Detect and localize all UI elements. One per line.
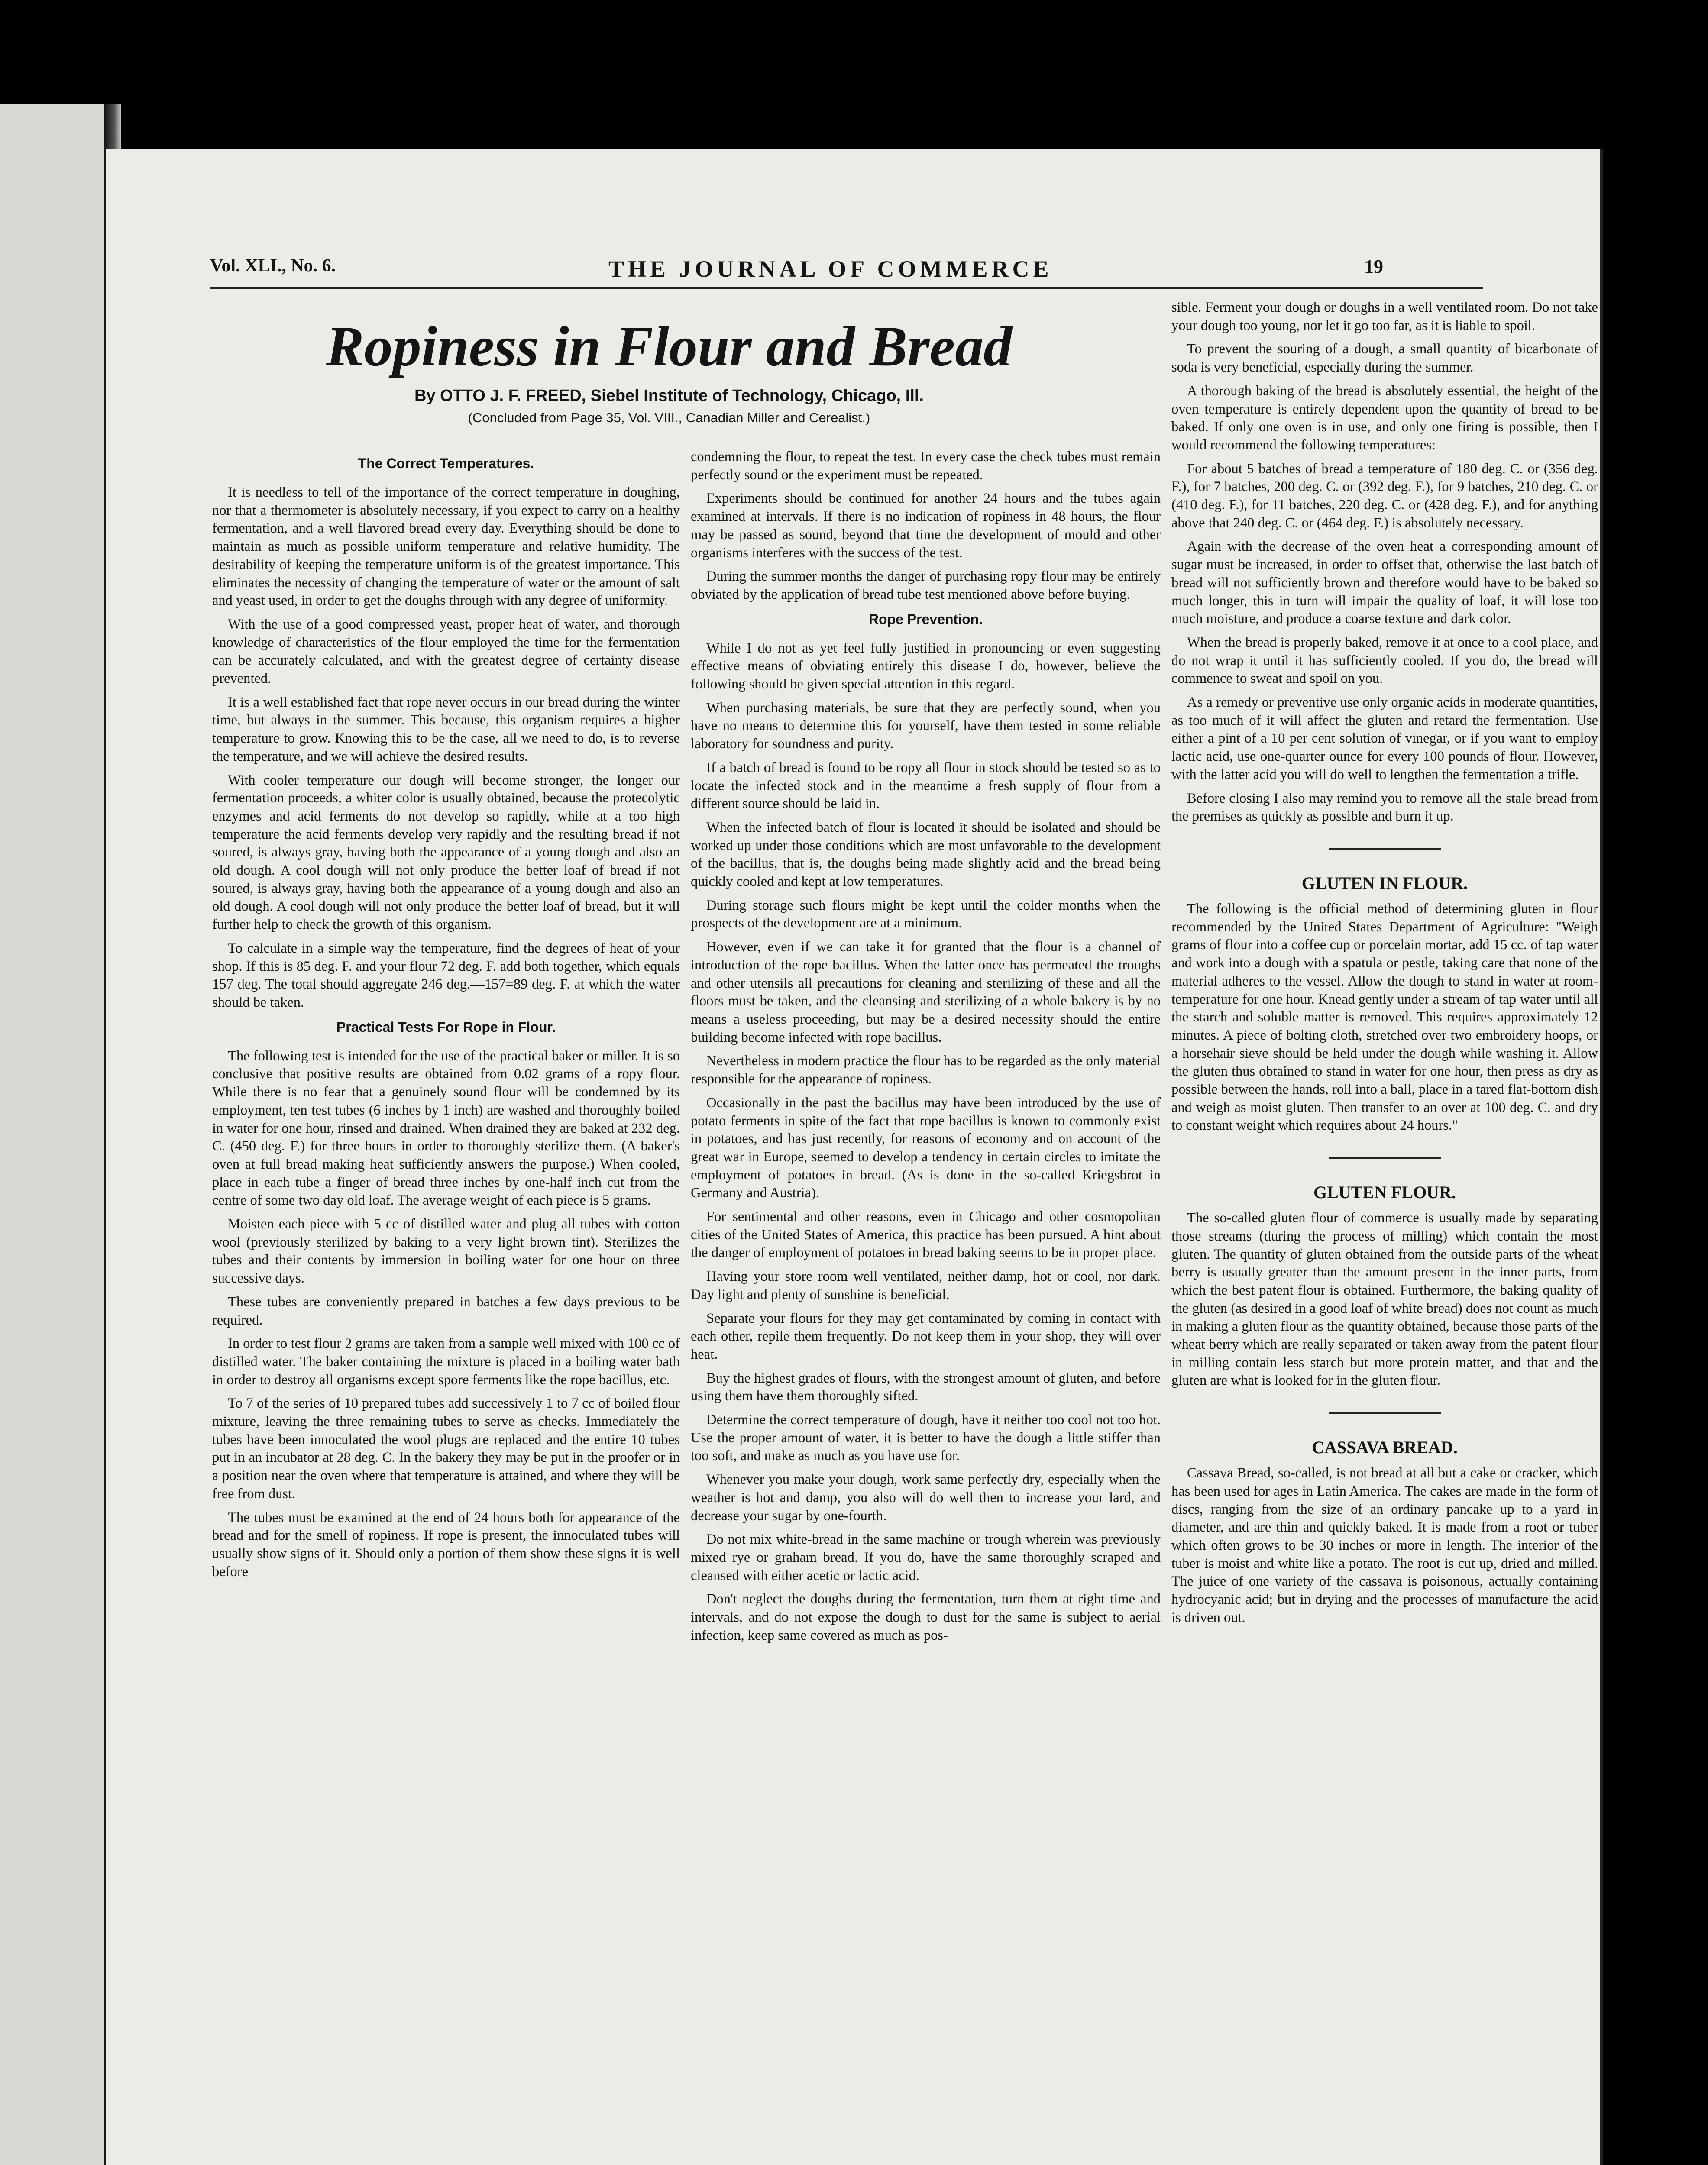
paragraph: Nevertheless in modern practice the flour has to be regarded as the only material responsible for the appearance of ropiness. bbox=[691, 1053, 1161, 1087]
paragraph: sible. Ferment your dough or doughs in a well ventilated room. Do not take your dough too young, nor let it go too far, as it is liable to spoil. bbox=[1171, 300, 1598, 333]
paragraph: Don't neglect the doughs during the fermentation, turn them at right time and intervals, and do not expose the dough to dust for the same is subject to aerial infection, keep same covered as much as pos- bbox=[691, 1591, 1161, 1643]
header-rule bbox=[210, 287, 1483, 289]
article-title: Ropiness in Flour and Bread bbox=[326, 314, 1013, 378]
paragraph: As a remedy or preventive use only organic acids in moderate quantities, as too much of it will affect the gluten and retard the fermentation. Use either a pint of a 10 per cent solution of vinegar, or if you want to employ lactic acid, use one-quarter ounce for every 100 pounds of flour. However, with the latter acid you will do well to lengthen the fermentation a trifle. bbox=[1171, 695, 1598, 782]
paragraph: Moisten each piece with 5 cc of distilled water and plug all tubes with cotton wool (previously sterilized by baking to a very light brown tint). Sterilizes the tubes and their contents by immersion in boiling water for one hour on three successive days. bbox=[212, 1216, 680, 1286]
article-note: (Concluded from Page 35, Vol. VIII., Canadian Miller and Cerealist.) bbox=[468, 410, 870, 425]
paragraph: When the infected batch of flour is located it should be isolated and should be worked up under those conditions which are most unfavorable to the development of the bacillus, that is, the doughs being made slightly acid and the bread being quickly cooled and kept at low temperatures. bbox=[691, 819, 1161, 890]
column-3 bbox=[1171, 299, 1598, 1632]
section-heading: GLUTEN IN FLOUR. bbox=[1301, 873, 1468, 893]
paragraph: In order to test flour 2 grams are taken from a sample well mixed with 100 cc of distilled water. The baker containing the mixture is placed in a boiling water bath in order to destroy all organisms except spore ferments like the rope bacillus, etc. bbox=[212, 1336, 680, 1388]
paragraph: Buy the highest grades of flours, with the strongest amount of gluten, and before using them have them thoroughly sifted. bbox=[691, 1370, 1161, 1404]
paragraph: When the bread is properly baked, remove it at once to a cool place, and do not wrap it until it has sufficiently cooled. If you do, the bread will commence to sweat and spoil on you. bbox=[1171, 634, 1598, 687]
paragraph: It is a well established fact that rope never occurs in our bread during the winter time, but always in the summer. This because, this organism requires a higher temperature to grow. Knowing this to be the case, all we need to do, is to reverse the temperature, and we will achieve the desired results. bbox=[212, 694, 680, 764]
paragraph: condemning the flour, to repeat the test. In every case the check tubes must remain perfectly sound or the experiment must be repeated. bbox=[691, 449, 1161, 483]
section-heading: GLUTEN FLOUR. bbox=[1313, 1183, 1456, 1202]
article-byline: By OTTO J. F. FREED, Siebel Institute of Technology, Chicago, Ill. bbox=[414, 387, 924, 405]
journal-title: THE JOURNAL OF COMMERCE bbox=[608, 256, 1053, 282]
paragraph: To 7 of the series of 10 prepared tubes add successively 1 to 7 cc of boiled flour mixture, leaving the three remaining tubes to serve as checks. Immediately the tubes have been innoculated the wool plugs are replaced and the entire 10 tubes put in an incubator at 28 deg. C. In the bakery they may be put in the proofer or in a position near the oven where that temperature is attained, and where they will be free from dust. bbox=[212, 1396, 680, 1502]
paragraph: To prevent the souring of a dough, a small quantity of bicarbonate of soda is very beneficial, especially during the summer. bbox=[1171, 341, 1598, 375]
paragraph: The so-called gluten flour of commerce is usually made by separating those streams (during the process of milling) which contain the most gluten. The quantity of gluten obtained from the outside parts of the wheat berry is usually greater than the amount present in the inner parts, from which the best patent flour is obtained. Furthermore, the baking quality of the gluten (as desired in a good loaf of white bread) does not count as much in making a gluten flour as the quantity obtained, because those parts of the wheat berry which are really separated or taken away from the patent flour in milling contain less starch but more protein matter, and that and the gluten are what is looked for in the gluten flour. bbox=[1171, 1210, 1598, 1389]
page-number: 19 bbox=[1364, 256, 1383, 277]
paragraph: During storage such flours might be kept until the colder months when the prospects of the development are at a minimum. bbox=[691, 897, 1161, 931]
section-heading: The Correct Temperatures. bbox=[358, 456, 534, 471]
paragraph: With cooler temperature our dough will become stronger, the longer our fermentation proceeds, a whiter color is usually obtained, because the protecolytic enzymes and acid ferments do not develop so rapidly, while at a too high temperature the acid ferments develop very rapidly and the resulting bread if not soured, is always gray, having both the appearance of a young dough and also an old dough. A cool dough will not only produce the better loaf of bread if not soured, is always gray, having both the appearance of a young dough and also an old dough. A cool dough will not only produce the better loaf of bread, but it will further help to check the growth of this organism. bbox=[212, 772, 680, 933]
paragraph: Again with the decrease of the oven heat a corresponding amount of sugar must be increased, in order to offset that, otherwise the last batch of bread will not sufficiently brown and therefore would have to be baked so much longer, this in turn will impair the quality of loaf, it will lose too much moisture, and produce a coarse texture and dark color. bbox=[1171, 539, 1598, 627]
paragraph: Occasionally in the past the bacillus may have been introduced by the use of potato ferments in spite of the fact that rope bacillus is known to commonly exist in potatoes, and has just recently, for reasons of economy and on account of the great war in Europe, seemed to develop a tendency in certain circles to imitate the employment of potatoes in bread. (As is done in the so-called Kriegsbrot in Germany and Austria). bbox=[691, 1095, 1161, 1201]
paragraph: Determine the correct temperature of dough, have it neither too cool not too hot. Use the proper amount of water, it is better to have the dough a little stiffer than too soft, and make as much as you have use for. bbox=[691, 1412, 1161, 1464]
section-heading: CASSAVA BREAD. bbox=[1312, 1438, 1458, 1457]
paragraph: For about 5 batches of bread a temperature of 180 deg. C. or (356 deg. F.), for 7 batches, 200 deg. C. or (392 deg. F.), for 9 batches, 210 deg. C. or (410 deg. F.), for 11 batches, 220 deg. C. or (428 deg. F.), and for anything above that 240 deg. C. or (464 deg. F.) is absolutely necessary. bbox=[1171, 461, 1598, 531]
section-divider bbox=[1329, 1157, 1441, 1159]
paragraph: When purchasing materials, be sure that they are perfectly sound, when you have no means to determine this for yourself, have them tested in some reliable laboratory for soundness and purity. bbox=[691, 700, 1161, 752]
paragraph: If a batch of bread is found to be ropy all flour in stock should be tested so as to locate the infected stock and in the meantime a fresh supply of flour from a different source should be laid in. bbox=[691, 759, 1161, 812]
section-divider bbox=[1329, 1412, 1441, 1414]
paragraph: Having your store room well ventilated, neither damp, hot or cool, nor dark. Day light and plenty of sunshine is beneficial. bbox=[691, 1269, 1161, 1302]
volume-label: Vol. XLI., No. 6. bbox=[210, 256, 336, 276]
paragraph: Before closing I also may remind you to remove all the stale bread from the premises as quickly as possible and burn it up. bbox=[1171, 790, 1598, 824]
paragraph: The tubes must be examined at the end of 24 hours both for appearance of the bread and for the smell of ropiness. If rope is present, the innoculated tubes will usually show signs of it. Should only a portion of them show these signs it is well before bbox=[212, 1509, 680, 1580]
newspaper-page bbox=[106, 149, 1600, 2165]
paragraph: For sentimental and other reasons, even in Chicago and other cosmopolitan cities of the United States of America, this practice has been pursued. A hint about the danger of employment of potatoes in bread baking seems to be in proper place. bbox=[691, 1209, 1161, 1261]
column-1 bbox=[212, 448, 680, 1587]
paragraph: Cassava Bread, so-called, is not bread at all but a cake or cracker, which has been used for ages in Latin America. The cakes are made in the form of discs, ranging from the size of an ordinary pancake up to a yard in diameter, and are thin and quickly baked. It is made from a root or tuber which often grows to be 30 inches or more in length. The interior of the tuber is moist and white like a potato. The root is cut up, dried and milled. The juice of one variety of the cassava is poisonous, actually containing hydrocyanic acid; but in drying and the processes of manufacture the acid is driven out. bbox=[1171, 1465, 1598, 1625]
column-2 bbox=[691, 448, 1161, 1650]
facing-page-edge bbox=[0, 104, 108, 2165]
paragraph: Do not mix white-bread in the same machine or trough wherein was previously mixed rye or graham bread. If you do, have the same thoroughly scraped and cleansed with either acetic or lactic acid. bbox=[691, 1532, 1161, 1583]
paragraph: The following is the official method of determining gluten in flour recommended by the United States Department of Agriculture: "Weigh grams of flour into a coffee cup or porcelain mortar, add 15 cc. of tap water and work into a dough with a spatula or pestle, taking care that none of the material adheres to the vessel. Allow the dough to stand in water at room-temperature for one hour. Knead gently under a stream of tap water until all the starch and soluble matter is removed. This requires approximately 12 minutes. A piece of bolting cloth, stretched over two embroidery hoops, or a horsehair sieve should be held under the dough while washing it. Allow the gluten thus obtained to stand in water for one hour, then press as dry as possible between the hands, roll into a ball, place in a tared flat-bottom dish and weigh as moist gluten. Then transfer to an over at 100 deg. C. and dry to constant weight which requires about 24 hours." bbox=[1171, 901, 1598, 1134]
paragraph: Whenever you make your dough, work same perfectly dry, especially when the weather is hot and damp, you also will do well then to increase your lard, and decrease your sugar by one-fourth. bbox=[691, 1472, 1161, 1524]
paragraph: To calculate in a simple way the temperature, find the degrees of heat of your shop. If this is 85 deg. F. and your flour 72 deg. F. add both together, which equals 157 deg. The total should aggregate 246 deg.—157=89 deg. F. at which the water should be taken. bbox=[212, 940, 680, 1010]
paragraph: Experiments should be continued for another 24 hours and the tubes again examined at intervals. If there is no indication of ropiness in 48 hours, the flour may be passed as sound, beyond that time the development of mould and other organisms interferes with the success of the test. bbox=[691, 491, 1161, 561]
section-heading: Rope Prevention. bbox=[868, 611, 983, 627]
paragraph: However, even if we can take it for granted that the flour is a channel of introduction of the rope bacillus. When the latter once has permeated the troughs and other utensils all precautions for cleaning and sterilizing of these and all the floors must be taken, and the cleansing and sterilizing of a whole bakery is by no means a useless proceeding, but may be a desired necessity should the entire building become infected with rope bacillus. bbox=[691, 939, 1161, 1045]
section-divider bbox=[1329, 848, 1441, 850]
section-heading: Practical Tests For Rope in Flour. bbox=[336, 1019, 556, 1035]
paragraph: During the summer months the danger of purchasing ropy flour may be entirely obviated by the application of bread tube test mentioned above before buying. bbox=[691, 569, 1161, 602]
paragraph: The following test is intended for the use of the practical baker or miller. It is so conclusive that positive results are obtained from 0.02 grams of a ropy flour. While there is no fear that a genuinely sound flour will be condemned by its employment, ten test tubes (6 inches by 1 inch) are washed and thoroughly boiled in water for one hour, rinsed and drained. When drained they are baked at 232 deg. C. (450 deg. F.) for three hours in order to thoroughly sterilize them. (A baker's oven at full bread making heat sufficiently answers the purpose.) When cooled, place in each tube a finger of bread three inches by one-half inch cut from the centre of some two day old loaf. The average weight of each piece is 5 grams. bbox=[212, 1048, 680, 1209]
paragraph: With the use of a good compressed yeast, proper heat of water, and thorough knowledge of characteristics of the flour employed the time for the fermentation can be accurately calculated, and with the greatest degree of certainty disease prevented. bbox=[212, 616, 680, 687]
paragraph: A thorough baking of the bread is absolutely essential, the height of the oven temperature is entirely dependent upon the quantity of bread to be baked. If only one oven is in use, and only one firing is possible, then I would recommend the following temperatures: bbox=[1171, 383, 1598, 453]
paragraph: While I do not as yet feel fully justified in pronouncing or even suggesting effective means of obviating entirely this disease I do, however, believe the following should be given special attention in this regard. bbox=[691, 640, 1161, 692]
paragraph: It is needless to tell of the importance of the correct temperature in doughing, nor that a thermometer is absolutely necessary, if you expect to carry on a healthy fermentation, and a well flavored bread every day. Everything should be done to maintain as much as possible uniform temperature and relative humidity. The desirability of keeping the temperature uniform is of the greatest importance. This eliminates the necessity of changing the temperature of water or the amount of salt and yeast used, in order to get the doughs through with any degree of uniformity. bbox=[212, 485, 680, 609]
paragraph: These tubes are conveniently prepared in batches a few days previous to be required. bbox=[212, 1294, 680, 1328]
paragraph: Separate your flours for they may get contaminated by coming in contact with each other, repile them frequently. Do not keep them in your shop, they will over heat. bbox=[691, 1310, 1161, 1362]
